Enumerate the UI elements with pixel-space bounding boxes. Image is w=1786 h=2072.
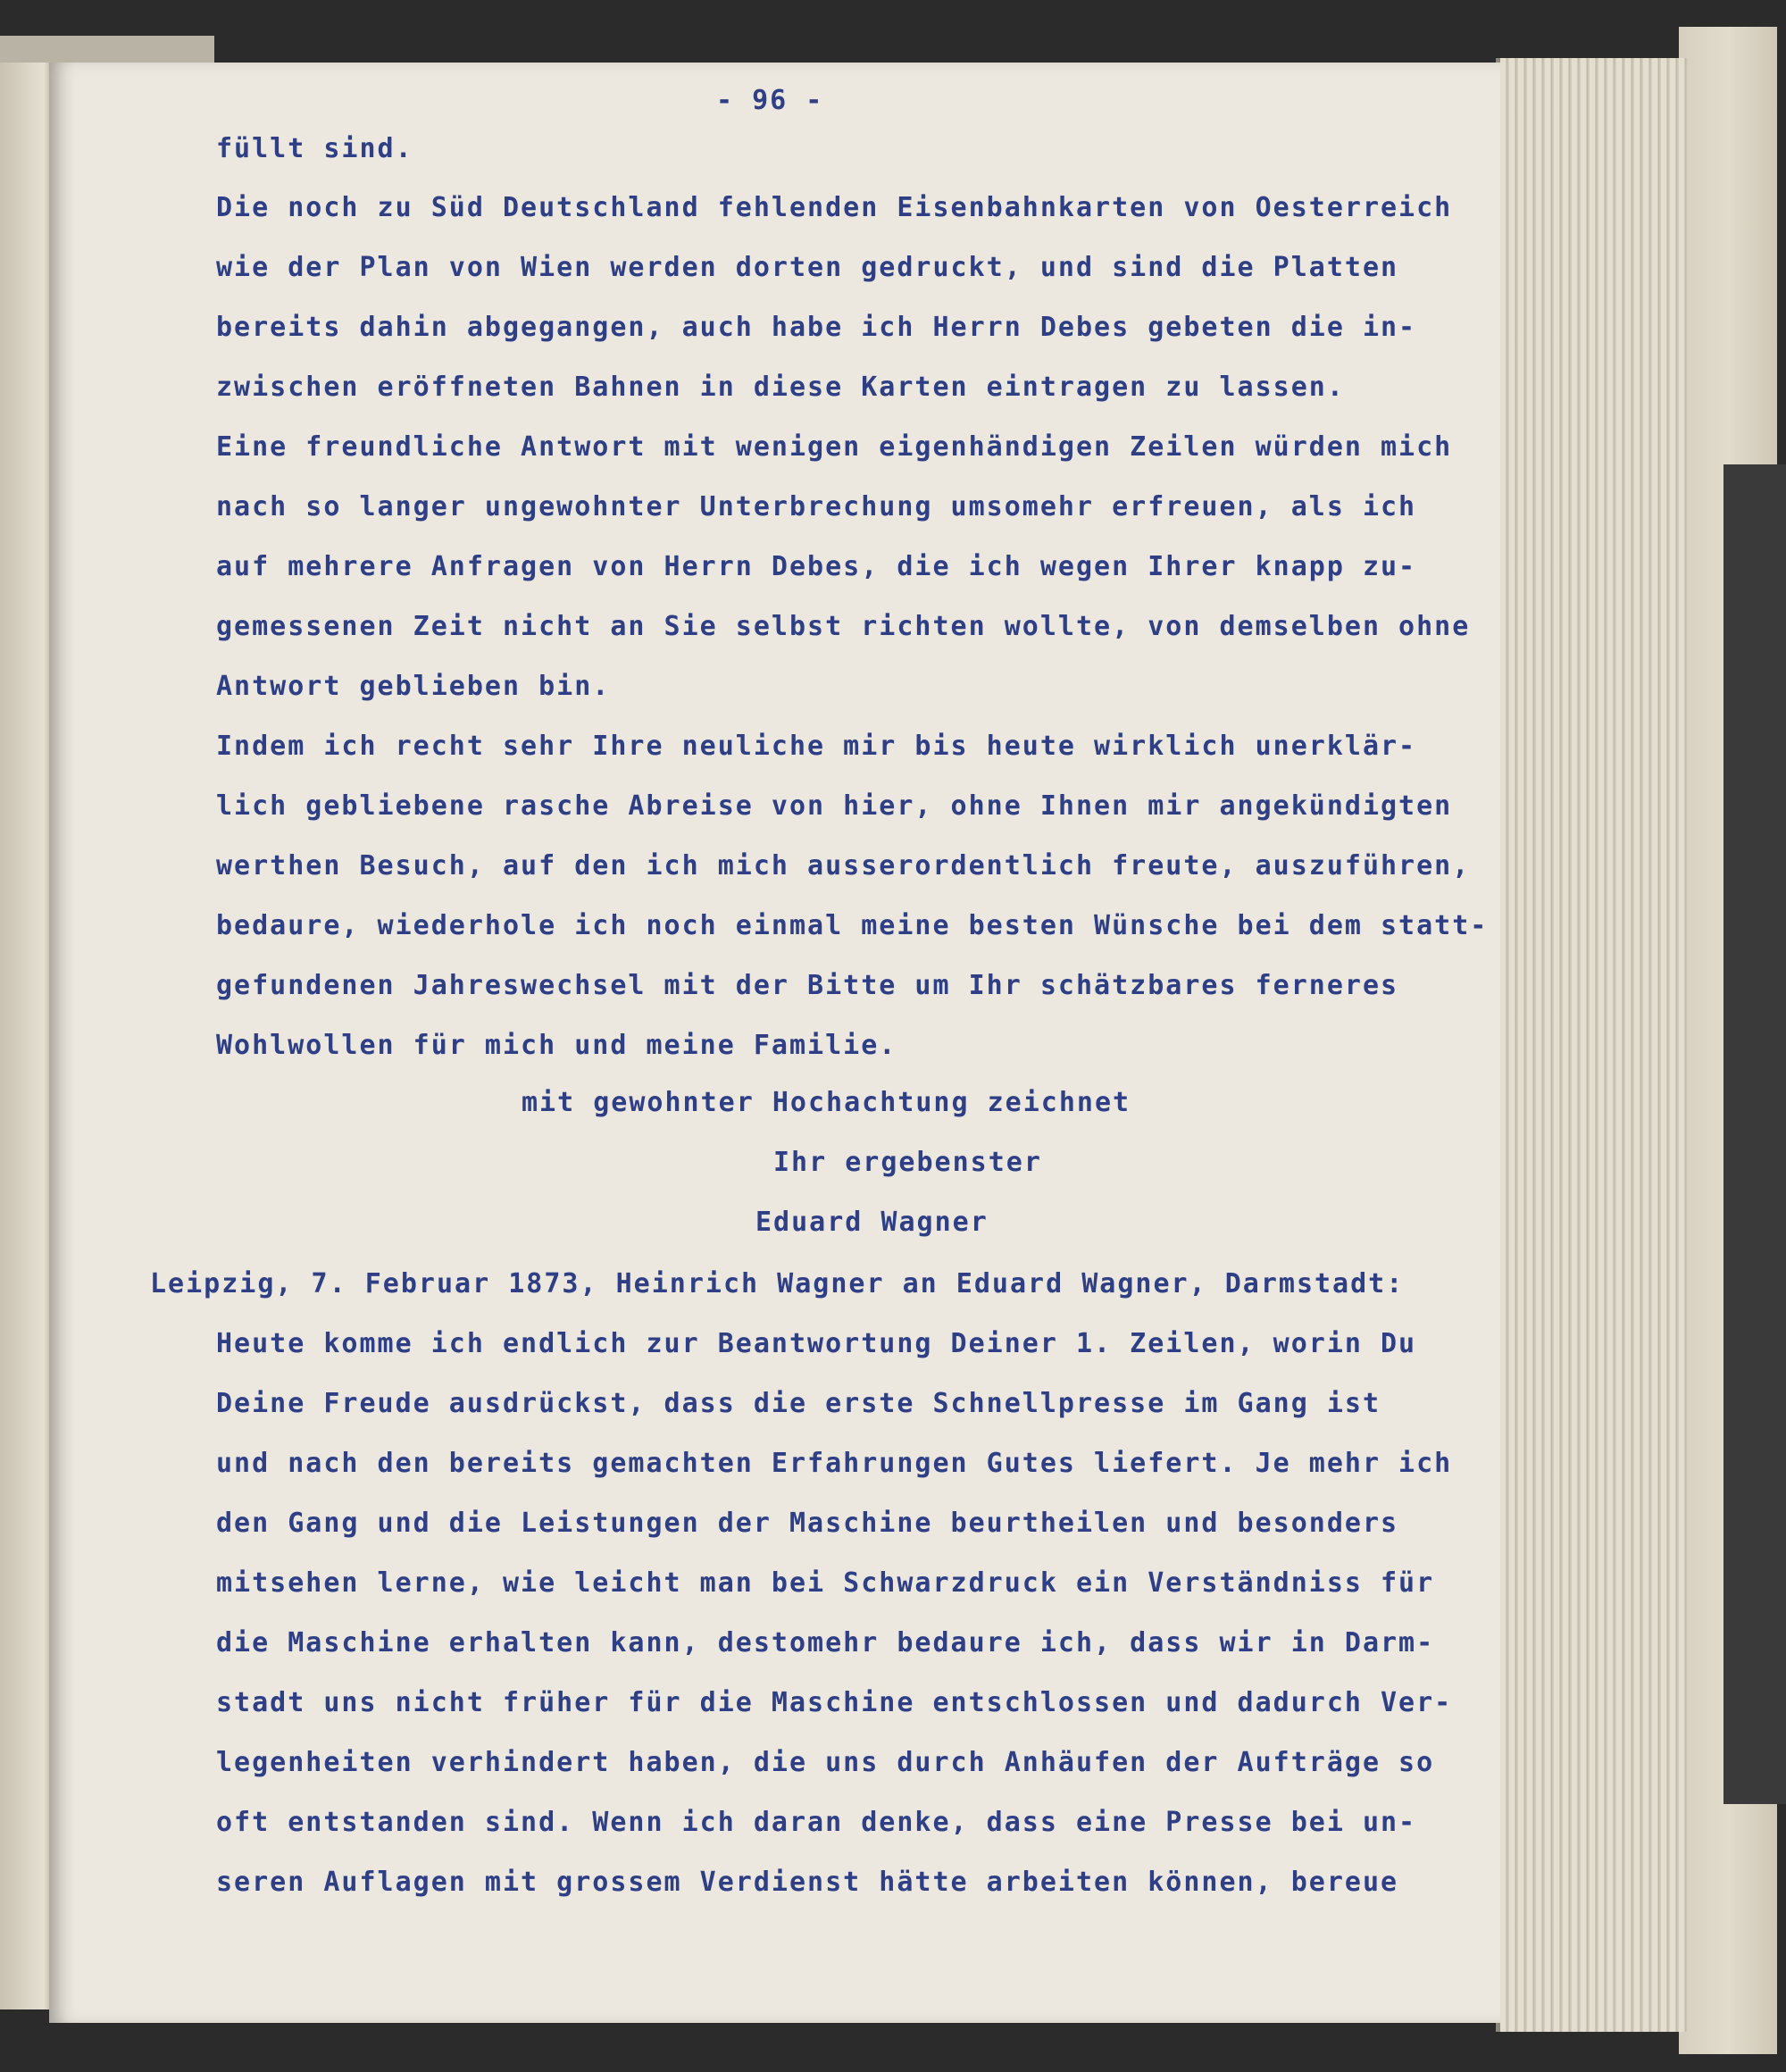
text-line: legenheiten verhindert haben, die uns durch Anhäufen der Aufträge so (216, 1747, 1435, 1778)
text-line: werthen Besuch, auf den ich mich ausserordentlich freute, auszuführen, (216, 850, 1471, 881)
text-line: mitsehen lerne, wie leicht man bei Schwarzdruck ein Verständniss für (216, 1567, 1435, 1599)
text-line: Eine freundliche Antwort mit wenigen eigenhändigen Zeilen würden mich (216, 431, 1453, 463)
text-line: bedaure, wiederhole ich noch einmal meine besten Wünsche bei dem statt- (216, 910, 1489, 941)
text-line: bereits dahin abgegangen, auch habe ich Herrn Debes gebeten die in- (216, 312, 1417, 343)
text-line: lich gebliebene rasche Abreise von hier, ohne Ihnen mir angekündigten (216, 790, 1453, 822)
text-line: Deine Freude ausdrückst, dass die erste Schnellpresse im Gang ist (216, 1388, 1381, 1419)
text-line: Heute komme ich endlich zur Beantwortung Deiner 1. Zeilen, worin Du (216, 1328, 1417, 1359)
text-line: Antwort geblieben bin. (216, 671, 611, 702)
text-line: Indem ich recht sehr Ihre neuliche mir bis heute wirklich unerklär- (216, 731, 1417, 762)
closing-line: Ihr ergebenster (773, 1147, 1042, 1178)
text-line: füllt sind. (216, 133, 413, 164)
book-page (49, 63, 1500, 2023)
cover-shadow (1723, 464, 1786, 1804)
typed-text (150, 63, 1511, 1898)
text-line: auf mehrere Anfragen von Herrn Debes, die ich wegen Ihrer knapp zu- (216, 551, 1417, 582)
text-line: die Maschine erhalten kann, destomehr bedaure ich, dass wir in Darm- (216, 1627, 1435, 1658)
letter-heading: Leipzig, 7. Februar 1873, Heinrich Wagner an Eduard Wagner, Darmstadt: (150, 1268, 1405, 1299)
text-line: wie der Plan von Wien werden dorten gedruckt, und sind die Platten (216, 252, 1399, 283)
text-line: zwischen eröffneten Bahnen in diese Karten eintragen zu lassen. (216, 372, 1345, 403)
text-line: Die noch zu Süd Deutschland fehlenden Eisenbahnkarten von Oesterreich (216, 192, 1453, 223)
text-line: gefundenen Jahreswechsel mit der Bitte um Ihr schätzbares ferneres (216, 970, 1399, 1001)
closing-line: mit gewohnter Hochachtung zeichnet (522, 1087, 1131, 1118)
text-line: und nach den bereits gemachten Erfahrungen Gutes liefert. Je mehr ich (216, 1448, 1453, 1479)
page-number: - 96 - (716, 85, 824, 116)
text-line: gemessenen Zeit nicht an Sie selbst richten wollte, von demselben ohne (216, 611, 1471, 642)
text-line: stadt uns nicht früher für die Maschine entschlossen und dadurch Ver- (216, 1687, 1453, 1718)
text-line: oft entstanden sind. Wenn ich daran denke, dass eine Presse bei un- (216, 1807, 1417, 1838)
signature-line: Eduard Wagner (755, 1207, 989, 1238)
text-line: nach so langer ungewohnter Unterbrechung umsomehr erfreuen, als ich (216, 491, 1417, 522)
page-stack-edges (1500, 58, 1688, 2032)
text-line: den Gang und die Leistungen der Maschine beurtheilen und besonders (216, 1508, 1399, 1539)
text-line: seren Auflagen mit grossem Verdienst hätte arbeiten können, bereue (216, 1867, 1399, 1898)
text-line: Wohlwollen für mich und meine Familie. (216, 1030, 897, 1061)
